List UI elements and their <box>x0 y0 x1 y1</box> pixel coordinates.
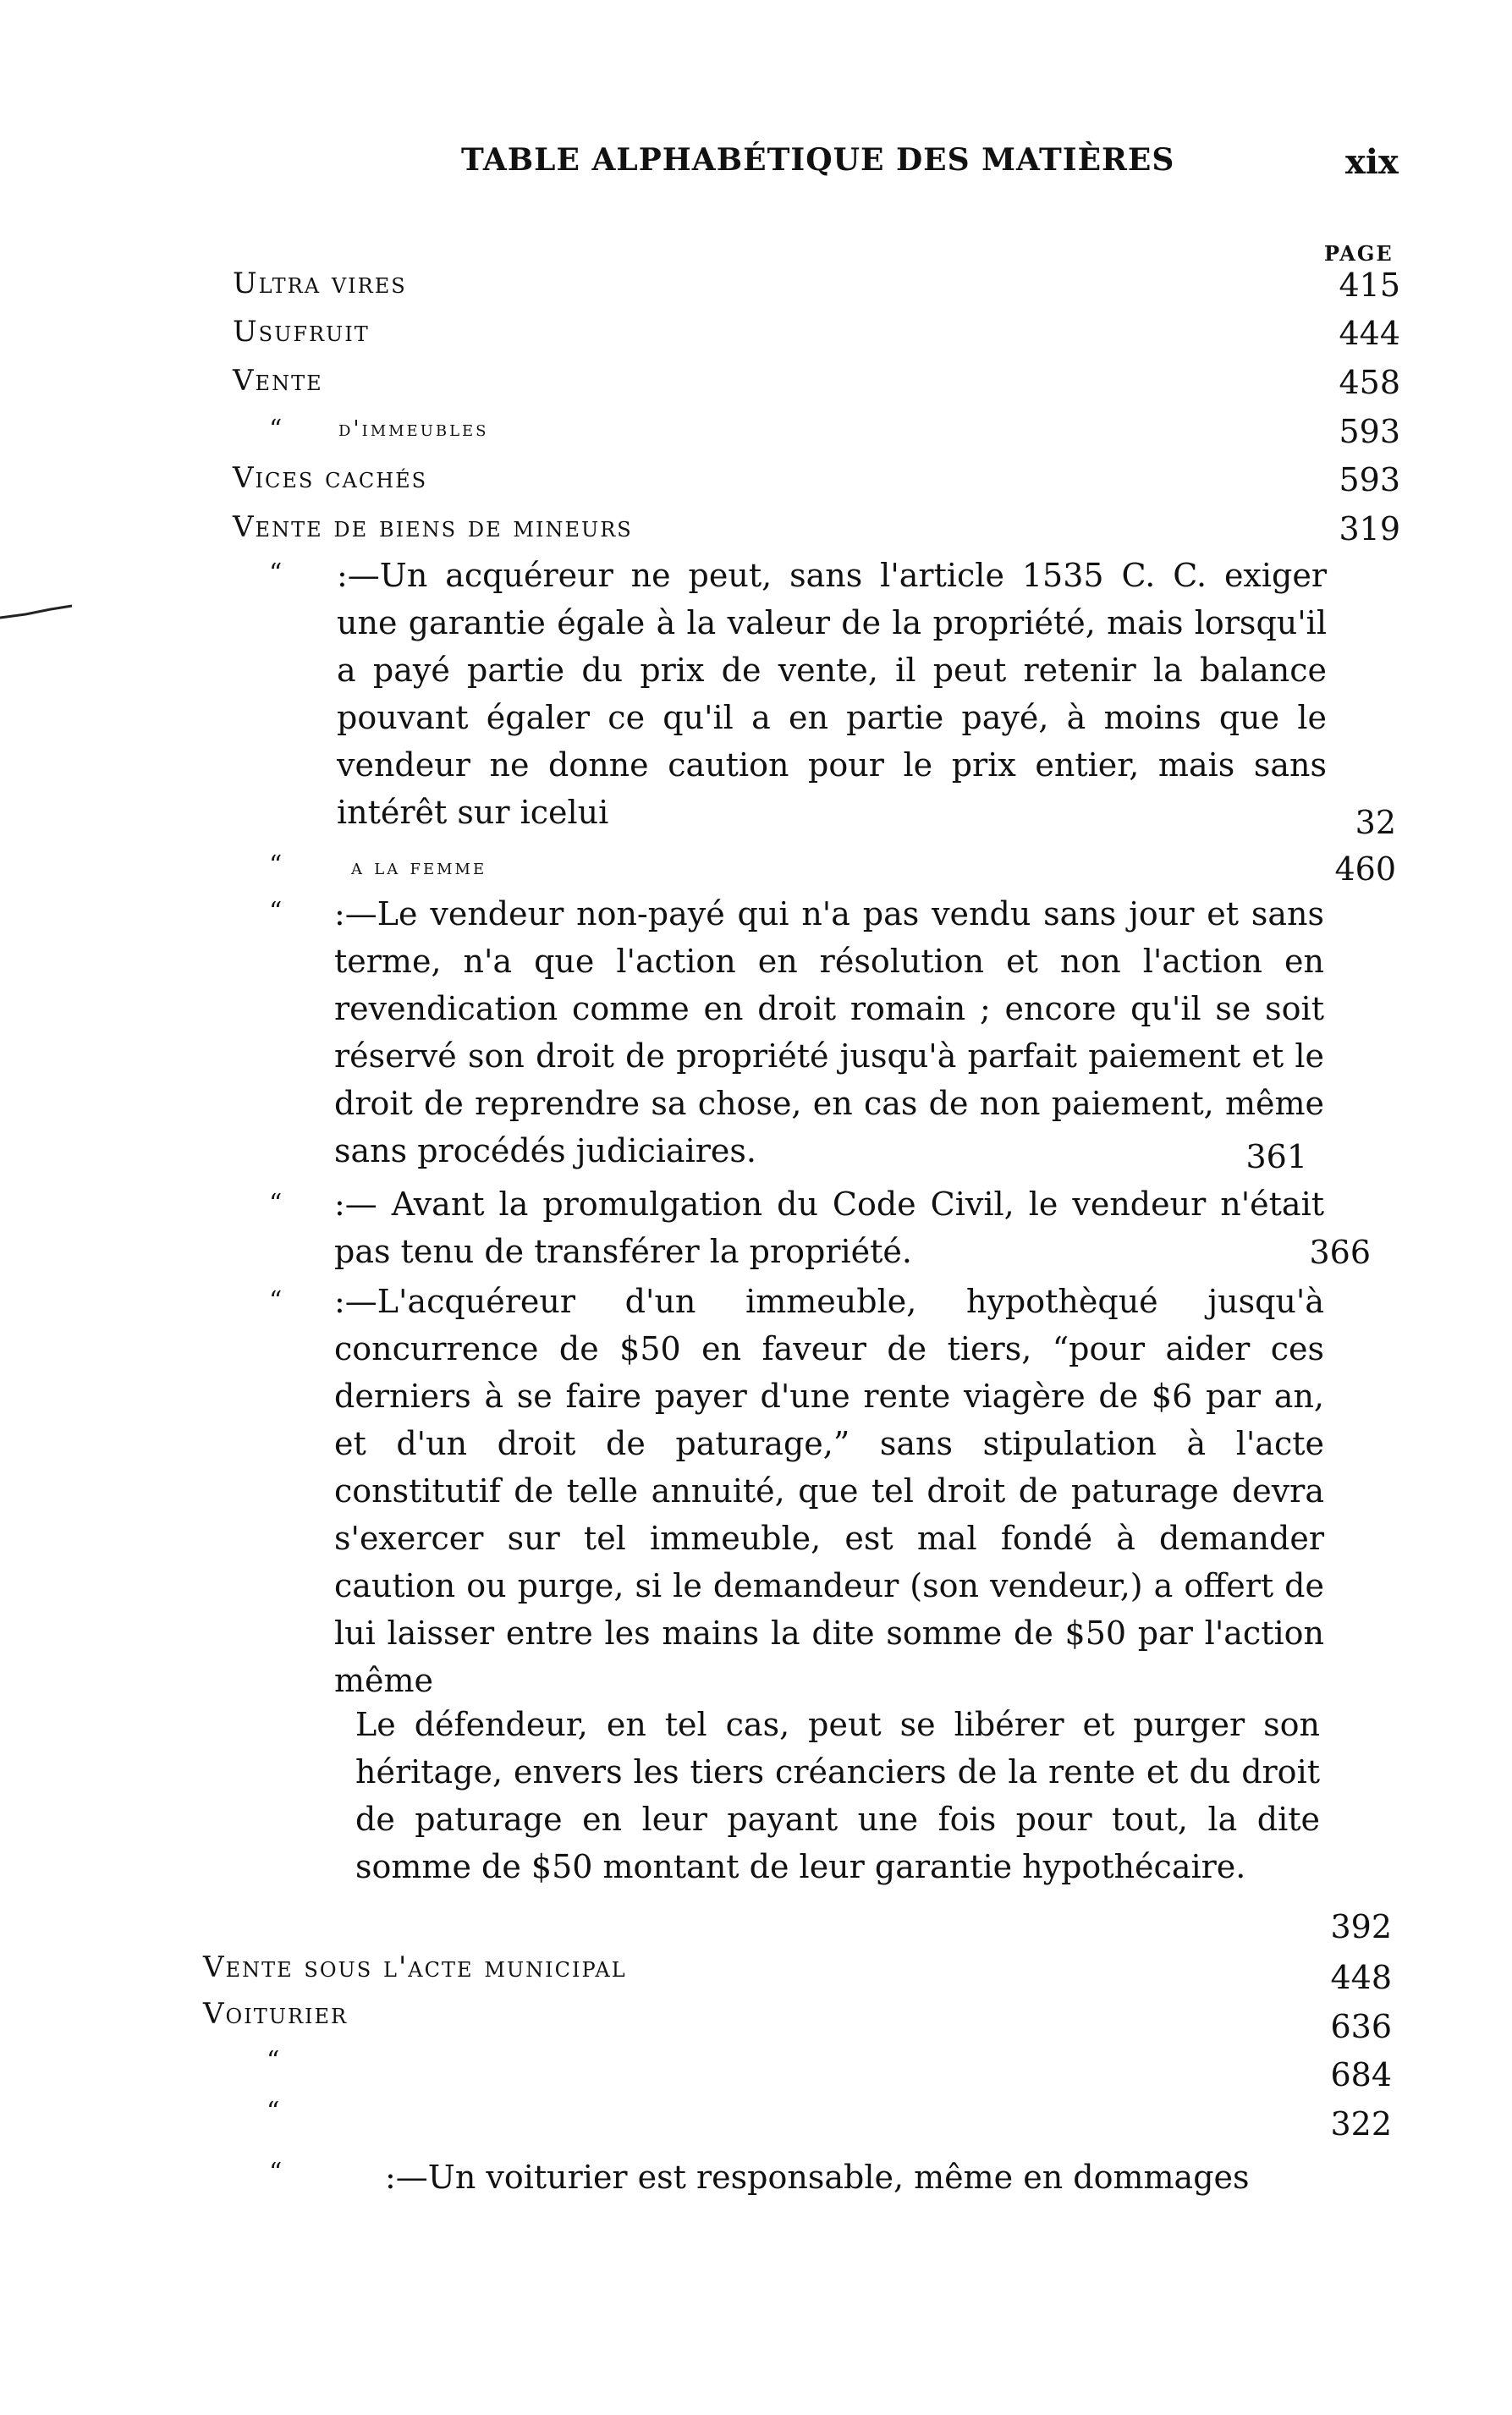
entry-page: 458 <box>1339 364 1400 401</box>
entry-page: 415 <box>1339 267 1400 304</box>
entry-paragraph: Le défendeur, en tel cas, peut se libérer et purger son héritage, envers les tiers créanciers de la rente et du droit de paturage en leur payant une fois pour tout, la dite somme de $50 montant de leur garantie hypothécaire. <box>355 1706 1320 1885</box>
entry-page: 392 <box>1330 1908 1392 1945</box>
page-number: xix <box>1345 142 1399 182</box>
ditto-mark: “ <box>269 2158 283 2187</box>
ditto-mark: “ <box>269 1286 283 1316</box>
page-column-label: PAGE <box>1324 241 1394 266</box>
entry-paragraph: :—Un acquéreur ne peut, sans l'article 1535 C. C. exiger une garantie égale à la valeur de la propriété, mais lorsqu'il a payé partie du prix de vente, il peut retenir la balance pouvant égaler ce qu'il a en partie payé, à moins que le vendeur ne donne caution pour le prix entier, mais sans intérêt sur icelui <box>337 557 1327 831</box>
entry-page: 361 <box>1245 1138 1307 1175</box>
entry-head: Voiturier <box>203 1997 349 2031</box>
entry-paragraph: :— Avant la promulgation du Code Civil, le vendeur n'était pas tenu de transférer la propriété. <box>334 1185 1324 1270</box>
entry-page: 448 <box>1330 1959 1392 1996</box>
entry-page: 460 <box>1334 850 1396 888</box>
entry-head: Vente <box>233 364 323 398</box>
entry-paragraph: :—Le vendeur non-payé qui n'a pas vendu sans jour et sans terme, n'a que l'action en résolution et non l'action en revendication comme en droit romain ; encore qu'il se soit réservé son droit de propriété jusqu'à parfait paiement et le droit de reprendre sa chose, en cas de non paiement, même sans procédés judiciaires. <box>334 895 1324 1169</box>
ditto-mark: “ <box>269 558 283 588</box>
entry-page: 32 <box>1355 804 1396 841</box>
ditto-mark: “ <box>267 2046 280 2076</box>
ditto-mark: “ <box>269 1189 283 1219</box>
entry-page: 322 <box>1330 2105 1392 2143</box>
entry-page: 684 <box>1330 2056 1392 2093</box>
entry-page: 444 <box>1339 315 1400 352</box>
entry-page: 319 <box>1339 510 1400 547</box>
entry-head: Vente sous l'acte municipal <box>203 1950 627 1984</box>
scan-mark-icon <box>0 601 76 626</box>
entry-subhead: a la femme <box>351 855 487 880</box>
ditto-mark: “ <box>267 2097 280 2126</box>
ditto-mark: “ <box>269 850 283 880</box>
entry-subhead: d'immeubles <box>338 416 489 442</box>
entry-page: 636 <box>1330 2008 1392 2045</box>
entry-head: Vices cachés <box>233 461 428 495</box>
entry-head: Ultra vires <box>233 267 407 300</box>
entry-head: Usufruit <box>233 315 370 349</box>
entry-paragraph: :—Un voiturier est responsable, même en dommages <box>385 2159 1250 2196</box>
ditto-mark: “ <box>269 415 283 444</box>
entry-head: Vente de biens de mineurs <box>233 510 633 544</box>
ditto-mark: “ <box>269 897 283 927</box>
page-title: TABLE ALPHABÉTIQUE DES MATIÈRES <box>461 142 1175 178</box>
entry-page: 593 <box>1339 461 1400 498</box>
entry-page: 593 <box>1339 413 1400 450</box>
entry-page: 366 <box>1309 1234 1371 1271</box>
page-header <box>0 142 1512 193</box>
entry-paragraph: :—L'acquéreur d'un immeuble, hypothèqué jusqu'à concurrence de $50 en faveur de tiers, “pour aider ces derniers à se faire payer d'une rente viagère de $6 par an, et d'un droit de paturage,” sans stipulation à l'acte constitutif de telle annuité, que tel droit de paturage devra s'exercer sur tel immeuble, est mal fondé à demander caution ou purge, si le demandeur (son vendeur,) a offert de lui laisser entre les mains la dite somme de $50 par l'action même <box>334 1283 1324 1699</box>
